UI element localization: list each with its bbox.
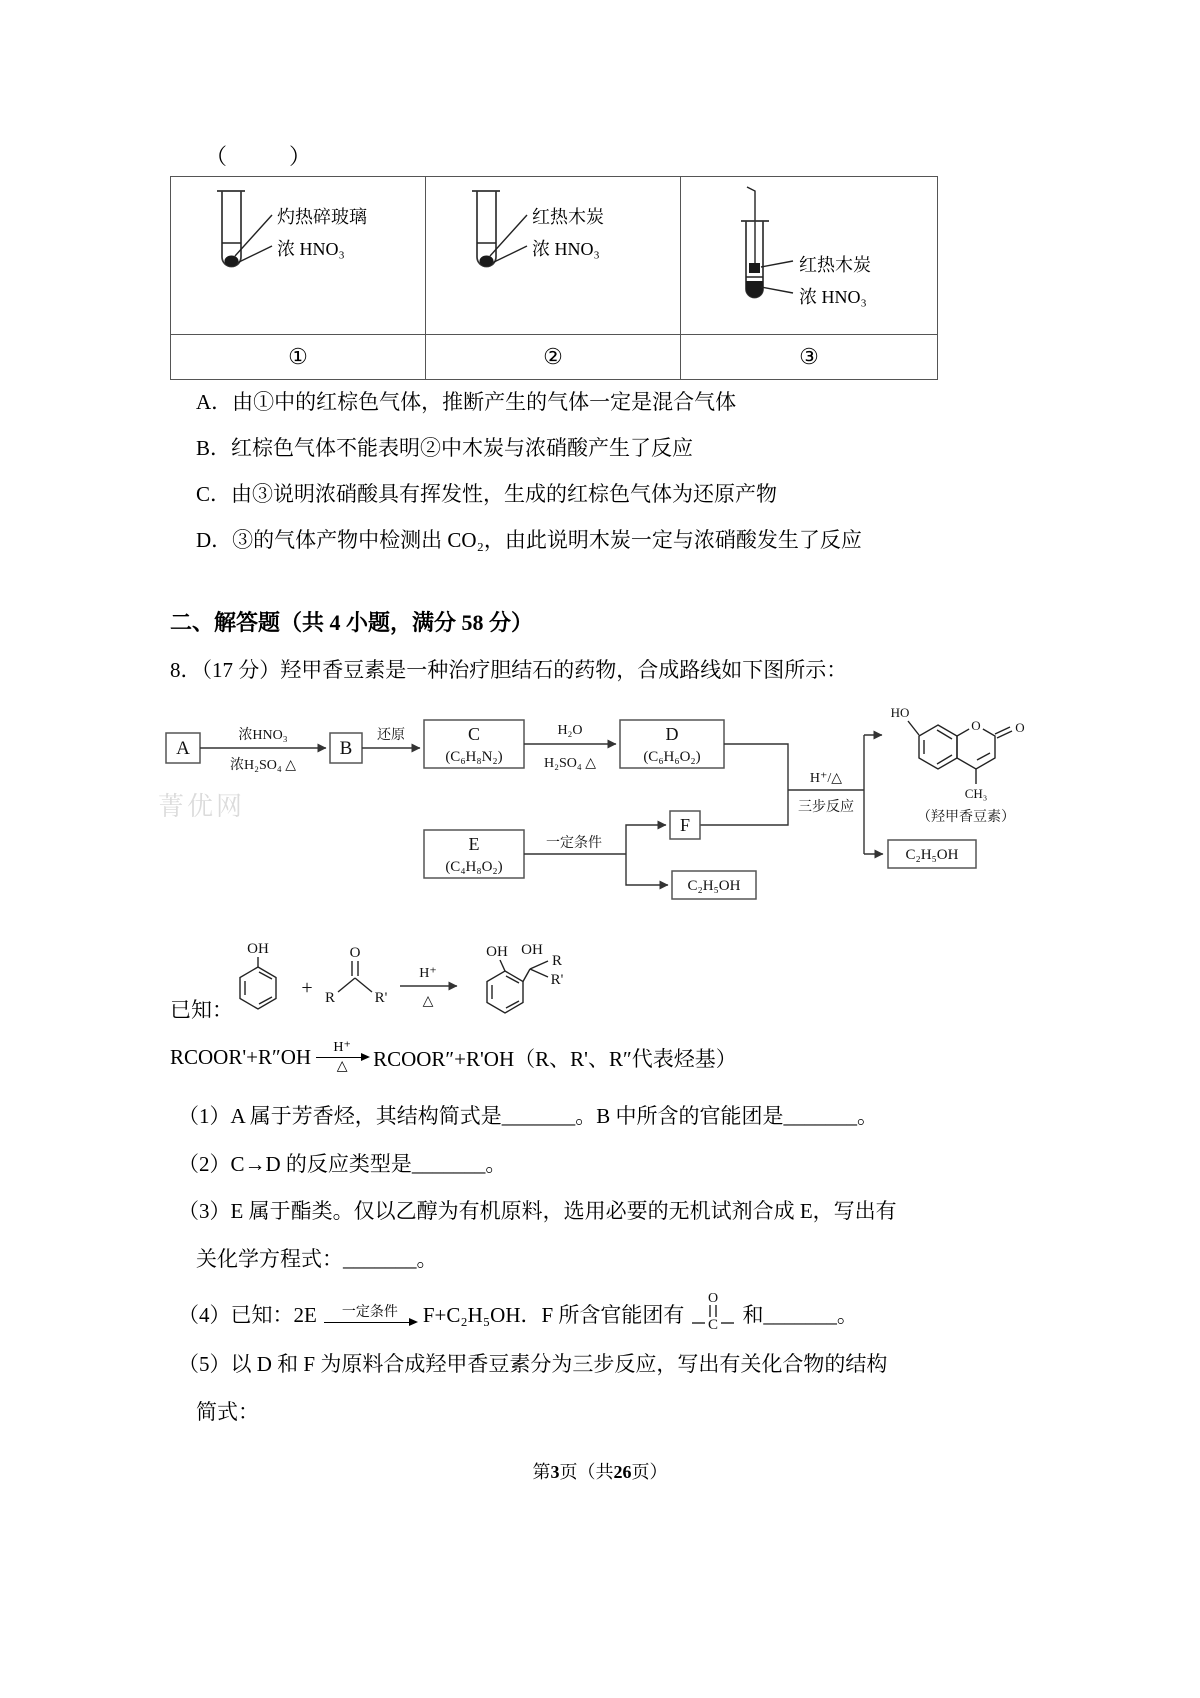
branch-to-ethanol-2 <box>626 854 668 885</box>
box-e-formula: (C₄H₈O₂) <box>445 859 503 875</box>
arrow-condition <box>524 835 626 854</box>
arrow-three-steps-top-label: H⁺/△ <box>809 771 843 786</box>
synthesis-diagram <box>148 690 1108 938</box>
sub-question-3-line-1: （3）E 属于酯类。仅以乙醇为有机原料，选用必要的无机试剂合成 E，写出有 <box>178 1199 897 1223</box>
box-b <box>330 733 362 763</box>
watermark: 菁优网 <box>158 792 246 821</box>
apparatus-2-acid-label: 浓 HNO₃ <box>532 239 600 259</box>
box-d-formula: (C₆H₆O₂) <box>643 749 701 765</box>
option-a-label: A． <box>196 390 233 414</box>
known-reaction-arrow <box>400 966 457 1009</box>
arrow-nitration-top-label: 浓HNO₃ <box>238 728 288 743</box>
option-d <box>196 524 862 554</box>
known-equation-condition-bottom: △ <box>336 1059 348 1075</box>
arrow-line <box>324 1322 416 1323</box>
sub-question-3-line-2: 关化学方程式：_______。 <box>196 1247 438 1271</box>
option-b-label: B． <box>196 436 232 460</box>
hydroxyl-label: HO <box>890 705 910 720</box>
arrow-hydrolysis <box>524 723 616 771</box>
phenol-oh-label: OH <box>247 941 269 957</box>
ketone-structure <box>325 945 388 1006</box>
box-a <box>166 733 200 763</box>
product-caption: （羟甲香豆素） <box>917 810 1015 825</box>
known-reaction-svg <box>210 926 650 1026</box>
box-f <box>670 811 700 839</box>
option-c-label: C． <box>196 482 232 506</box>
known-label: 已知： <box>170 998 233 1022</box>
page-footer <box>0 1458 1200 1484</box>
section-header: 二、解答题（共 4 小题，满分 58 分） <box>170 610 534 635</box>
apparatus-3-acid-label: 浓 HNO₃ <box>799 287 867 307</box>
sub-question-2: （2）C→D 的反应类型是_______。 <box>178 1152 507 1176</box>
box-e-label: E <box>468 834 480 854</box>
known-equation-condition-top: H⁺ <box>333 1040 351 1055</box>
answer-paren: （ ） <box>205 144 318 169</box>
box-c <box>424 720 524 768</box>
synthesis-route-svg <box>148 690 1108 938</box>
footer-prefix: 第 <box>532 1462 551 1482</box>
ethanol-1-label: C₂H₅OH <box>905 847 959 863</box>
adduct-rprime-label: R' <box>550 972 564 988</box>
box-e <box>424 830 524 878</box>
footer-middle: 页（共 <box>559 1462 614 1482</box>
arrow-three-steps-bottom-label: 三步反应 <box>798 800 854 815</box>
option-d-label: D． <box>196 528 233 552</box>
apparatus-3-substance-label: 红热木炭 <box>799 255 871 275</box>
box-f-label: F <box>679 815 691 835</box>
arrow-line <box>316 1057 368 1058</box>
options-list <box>196 386 862 554</box>
option-c-text: 由③说明浓硝酸具有挥发性，生成的红棕色气体为还原产物 <box>231 482 778 506</box>
apparatus-number-3: ③ <box>799 344 819 369</box>
known-arrow-top-label: H⁺ <box>419 966 437 981</box>
question-8-stem: 8．（17 分）羟甲香豆素是一种治疗胆结石的药物，合成路线如下图所示： <box>170 658 848 682</box>
adduct-oh2-label: OH <box>521 942 543 958</box>
apparatus-number-2: ② <box>426 335 681 379</box>
phenol-structure <box>240 941 276 1009</box>
hymecromone-structure <box>891 705 1025 825</box>
ethanol-2-label: C₂H₅OH <box>687 878 741 894</box>
option-b-text: 红棕色气体不能表明②中木炭与浓硝酸产生了反应 <box>231 436 694 460</box>
apparatus-cell-2 <box>426 177 681 335</box>
connector-f <box>700 790 788 825</box>
apparatus-cell-1 <box>171 177 426 335</box>
known-equation <box>170 1040 737 1075</box>
ketone-o-label: O <box>349 945 361 961</box>
known-equation-left: RCOOR'+R″OH <box>170 1045 312 1070</box>
sub-question-4-suffix: 和_______。 <box>742 1303 858 1327</box>
apparatus-table <box>170 176 938 380</box>
option-d-text: ③的气体产物中检测出 CO₂，由此说明木炭一定与浓硝酸发生了反应 <box>232 528 862 552</box>
option-c <box>196 478 862 508</box>
carbonyl-c-label: C <box>708 1317 719 1333</box>
arrow-three-steps <box>788 771 864 815</box>
carbonyl-group-structure <box>690 1288 736 1340</box>
arrow-nitration <box>200 727 326 773</box>
option-b <box>196 432 862 462</box>
arrow-nitration-bottom-label: 浓H₂SO₄ △ <box>229 758 297 773</box>
known-equation-arrow <box>316 1040 368 1075</box>
sub-question-1: （1）A 属于芳香烃，其结构简式是_______。B 中所含的官能团是_______。 <box>178 1104 879 1128</box>
box-ethanol-2 <box>672 871 756 899</box>
arrow-hydrolysis-top-label: H₂O <box>557 723 583 738</box>
sub-question-4 <box>178 1288 858 1340</box>
connector-d <box>724 744 788 790</box>
plus-sign: + <box>301 977 313 999</box>
branch-to-f <box>626 825 666 854</box>
known-reaction-structures <box>210 926 650 1026</box>
sub-question-4-mid: F+C₂H₅OH．F 所含官能团有 <box>422 1303 685 1327</box>
box-ethanol-1 <box>888 840 976 868</box>
carbonyl-oxygen-label: O <box>1015 720 1025 735</box>
ketone-r-label: R <box>324 990 336 1006</box>
box-d <box>620 720 724 768</box>
box-c-formula: (C₆H₈N₂) <box>445 749 503 765</box>
sub-question-5-line-1: （5）以 D 和 F 为原料合成羟甲香豆素分为三步反应，写出有关化合物的结构 <box>178 1352 888 1376</box>
arrow-hydrolysis-bottom-label: H₂SO₄ △ <box>543 756 597 771</box>
sub-question-4-arrow-label: 一定条件 <box>341 1304 398 1320</box>
apparatus-cell-3 <box>681 177 937 335</box>
sub-question-4-arrow <box>324 1306 416 1323</box>
box-b-label: B <box>339 738 353 759</box>
apparatus-1-substance-label: 灼热碎玻璃 <box>277 207 367 227</box>
ring-oxygen-label: O <box>971 718 981 733</box>
footer-total-pages: 26 <box>613 1462 632 1482</box>
ketone-rprime-label: R' <box>374 990 388 1006</box>
box-d-label: D <box>665 724 679 744</box>
apparatus-number-1: ① <box>171 335 426 379</box>
apparatus-1-acid-label: 浓 HNO₃ <box>277 239 345 259</box>
box-c-label: C <box>467 724 481 744</box>
adduct-structure <box>486 942 563 1013</box>
sub-question-5-line-2: 简式： <box>196 1400 259 1424</box>
arrow-reduction-label: 还原 <box>377 728 405 743</box>
methyl-label: CH₃ <box>964 786 988 801</box>
option-a <box>196 386 862 416</box>
sub-question-4-prefix: （4）已知：2E <box>178 1303 317 1327</box>
apparatus-2-substance-label: 红热木炭 <box>532 207 604 227</box>
box-a-label: A <box>176 738 190 759</box>
known-arrow-bottom-label: △ <box>422 994 434 1009</box>
adduct-r-label: R <box>551 953 563 969</box>
footer-page-number: 3 <box>550 1462 560 1482</box>
known-equation-right: RCOOR″+R'OH（R、R'、R″代表烃基） <box>373 1046 737 1071</box>
carbonyl-o-label: O <box>708 1291 719 1306</box>
arrow-condition-label: 一定条件 <box>546 836 602 851</box>
option-a-text: 由①中的红棕色气体，推断产生的气体一定是混合气体 <box>232 390 737 414</box>
arrow-reduction <box>362 727 420 748</box>
footer-suffix: 页） <box>631 1462 668 1482</box>
adduct-oh1-label: OH <box>486 944 508 960</box>
